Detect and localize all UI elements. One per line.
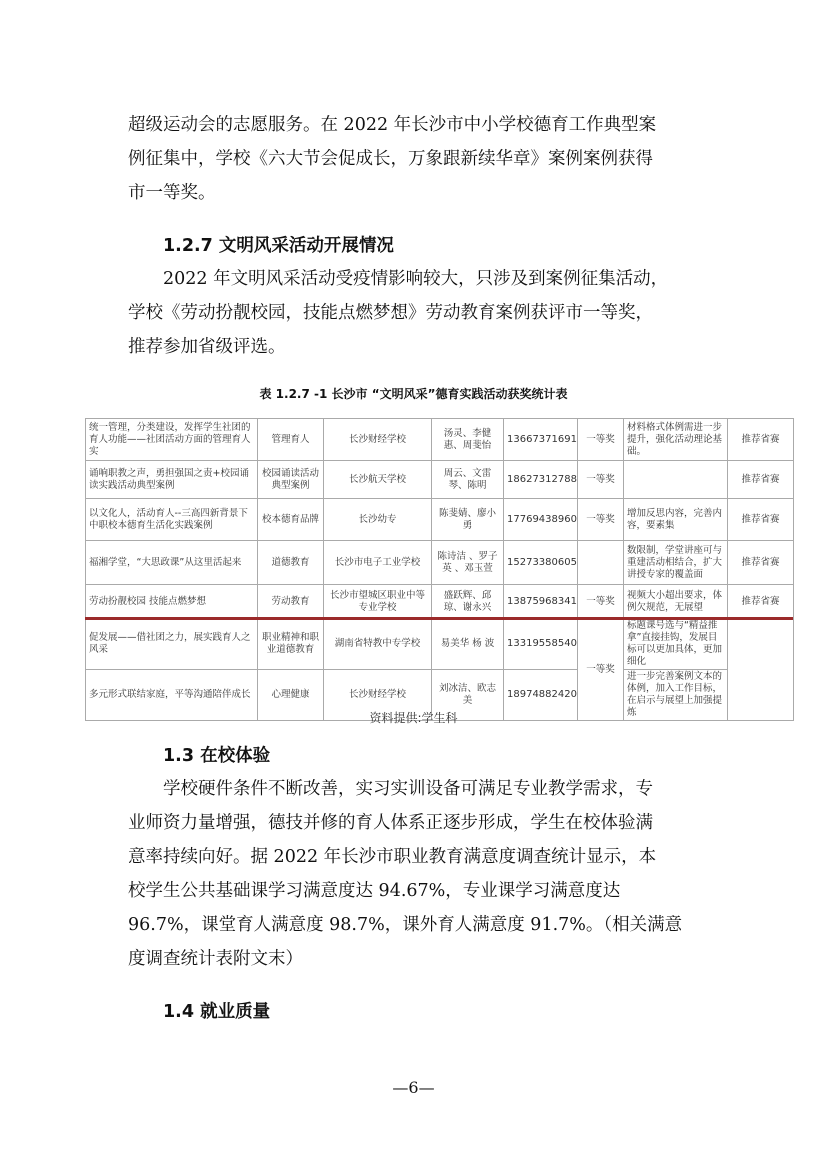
paragraph-line: 度调查统计表附文末） <box>128 949 303 969</box>
people-cell: 陈诗洁 、罗子英 、邓玉萱 <box>432 541 504 585</box>
type-cell: 管理育人 <box>258 419 324 461</box>
case-title-cell: 以文化人，活动育人--三高四新背景下中职校本德育生活化实践案例 <box>86 499 258 541</box>
table-row <box>86 585 794 619</box>
school-cell: 长沙财经学校 <box>324 419 432 461</box>
award-cell: 一等奖 <box>578 419 624 461</box>
paragraph-line: 意率持续向好。据 2022 年长沙市职业教育满意度调查统计显示，本 <box>128 847 657 867</box>
paragraph-wenming <box>128 262 708 364</box>
table-row <box>86 461 794 499</box>
paragraph-line: 业师资力量增强，德技并修的育人体系正逐步形成，学生在校体验满 <box>128 813 653 833</box>
phone-cell: 13667371691 <box>504 419 578 461</box>
section-heading-1-3: 1.3 在校体验 <box>163 746 271 766</box>
phone-cell: 13875968341 <box>504 585 578 619</box>
paragraph-intro <box>128 108 708 210</box>
paragraph-line: 96.7%，课堂育人满意度 98.7%，课外育人满意度 91.7%。（相关满意 <box>128 915 683 935</box>
table-source: 资料提供:学生科 <box>369 711 458 725</box>
people-cell: 刘冰洁、欧志美 <box>432 670 504 721</box>
result-cell: 推荐省赛 <box>728 499 794 541</box>
school-cell: 长沙财经学校 <box>324 670 432 721</box>
comment-cell: 数限制，学堂讲座可与重建活动相结合，扩大讲授专家的覆盖面 <box>624 541 728 585</box>
result-cell: 推荐省赛 <box>728 419 794 461</box>
comment-cell: 增加反思内容，完善内容，要素集 <box>624 499 728 541</box>
phone-cell: 18627312788 <box>504 461 578 499</box>
comment-cell: 进一步完善案例文本的体例，加入工作目标，在启示与展望上加强提炼 <box>624 670 728 721</box>
case-title-cell: 福湘学堂，“大思政课”从这里活起来 <box>86 541 258 585</box>
paragraph-line: 超级运动会的志愿服务。在 2022 年长沙市中小学校德育工作典型案 <box>128 115 657 135</box>
phone-cell: 18974882420 <box>504 670 578 721</box>
page-number: —6— <box>392 1078 435 1097</box>
type-cell: 校本德育品牌 <box>258 499 324 541</box>
paragraph-line: 学校硬件条件不断改善，实习实训设备可满足专业教学需求，专 <box>163 779 653 799</box>
people-cell: 汤灵、李健惠、周斐怡 <box>432 419 504 461</box>
table-row <box>86 619 794 670</box>
paragraph-line: 市一等奖。 <box>128 183 216 203</box>
people-cell: 盛跃辉、邱琼、谢永兴 <box>432 585 504 619</box>
case-title-cell: 多元形式联结家庭，平等沟通陪伴成长 <box>86 670 258 721</box>
case-title-cell: 统一管理，分类建设，发挥学生社团的育人功能——社团活动方面的管理育人实 <box>86 419 258 461</box>
comment-cell: 视频大小超出要求，体例欠规范，无展望 <box>624 585 728 619</box>
comment-cell: 材料格式体例需进一步提升，强化活动理论基础。 <box>624 419 728 461</box>
people-cell: 易美华 杨 波 <box>432 619 504 670</box>
award-cell: 一等奖 <box>578 585 624 619</box>
paragraph-line: 学校《劳动扮靓校园，技能点燃梦想》劳动教育案例获评市一等奖， <box>128 303 653 323</box>
case-title-cell: 劳动扮靓校园 技能点燃梦想 <box>86 585 258 619</box>
case-title-cell: 促发展——借社团之力，展实践育人之风采 <box>86 619 258 670</box>
award-cell-merged: 一等奖 <box>578 619 624 721</box>
school-cell: 长沙航天学校 <box>324 461 432 499</box>
table-row <box>86 541 794 585</box>
table-caption: 表 1.2.7 -1 长沙市 “文明风采”德育实践活动获奖统计表 <box>259 387 568 401</box>
paragraph-line: 2022 年文明风采活动受疫情影响较大，只涉及到案例征集活动， <box>163 269 669 289</box>
award-cell <box>578 541 624 585</box>
phone-cell: 15273380605 <box>504 541 578 585</box>
case-title-cell: 诵响职教之声，勇担强国之责+校园诵读实践活动典型案例 <box>86 461 258 499</box>
school-cell: 长沙市电子工业学校 <box>324 541 432 585</box>
section-heading-1-4: 1.4 就业质量 <box>163 1002 271 1022</box>
phone-cell: 17769438960 <box>504 499 578 541</box>
school-cell: 长沙市望城区职业中等专业学校 <box>324 585 432 619</box>
school-cell: 湖南省特教中专学校 <box>324 619 432 670</box>
paragraph-line: 推荐参加省级评选。 <box>128 337 286 357</box>
paragraph-line: 例征集中，学校《六大节会促成长，万象跟新续华章》案例案例获得 <box>128 149 653 169</box>
award-cell: 一等奖 <box>578 499 624 541</box>
result-cell: 推荐省赛 <box>728 541 794 585</box>
section-heading-1-2-7: 1.2.7 文明风采活动开展情况 <box>163 236 394 256</box>
red-divider-line <box>85 617 793 620</box>
comment-cell: 标题课号选与“精益推拿”直接挂钩，发展目标可以更加具体，更加细化 <box>624 619 728 670</box>
type-cell: 职业精神和职业道德教育 <box>258 619 324 670</box>
phone-cell: 13319558540 <box>504 619 578 670</box>
type-cell: 道德教育 <box>258 541 324 585</box>
table-row <box>86 419 794 461</box>
school-cell: 长沙幼专 <box>324 499 432 541</box>
result-cell: 推荐省赛 <box>728 461 794 499</box>
award-cell: 一等奖 <box>578 461 624 499</box>
comment-cell <box>624 461 728 499</box>
paragraph-line: 校学生公共基础课学习满意度达 94.67%，专业课学习满意度达 <box>128 881 621 901</box>
paragraph-experience <box>128 772 708 976</box>
people-cell: 陈斐婧、廖小勇 <box>432 499 504 541</box>
type-cell: 劳动教育 <box>258 585 324 619</box>
award-table <box>85 418 794 721</box>
result-cell-merged <box>728 619 794 721</box>
type-cell: 心理健康 <box>258 670 324 721</box>
type-cell: 校园诵读活动典型案例 <box>258 461 324 499</box>
table-row <box>86 499 794 541</box>
people-cell: 周云、文雷琴、陈明 <box>432 461 504 499</box>
result-cell: 推荐省赛 <box>728 585 794 619</box>
